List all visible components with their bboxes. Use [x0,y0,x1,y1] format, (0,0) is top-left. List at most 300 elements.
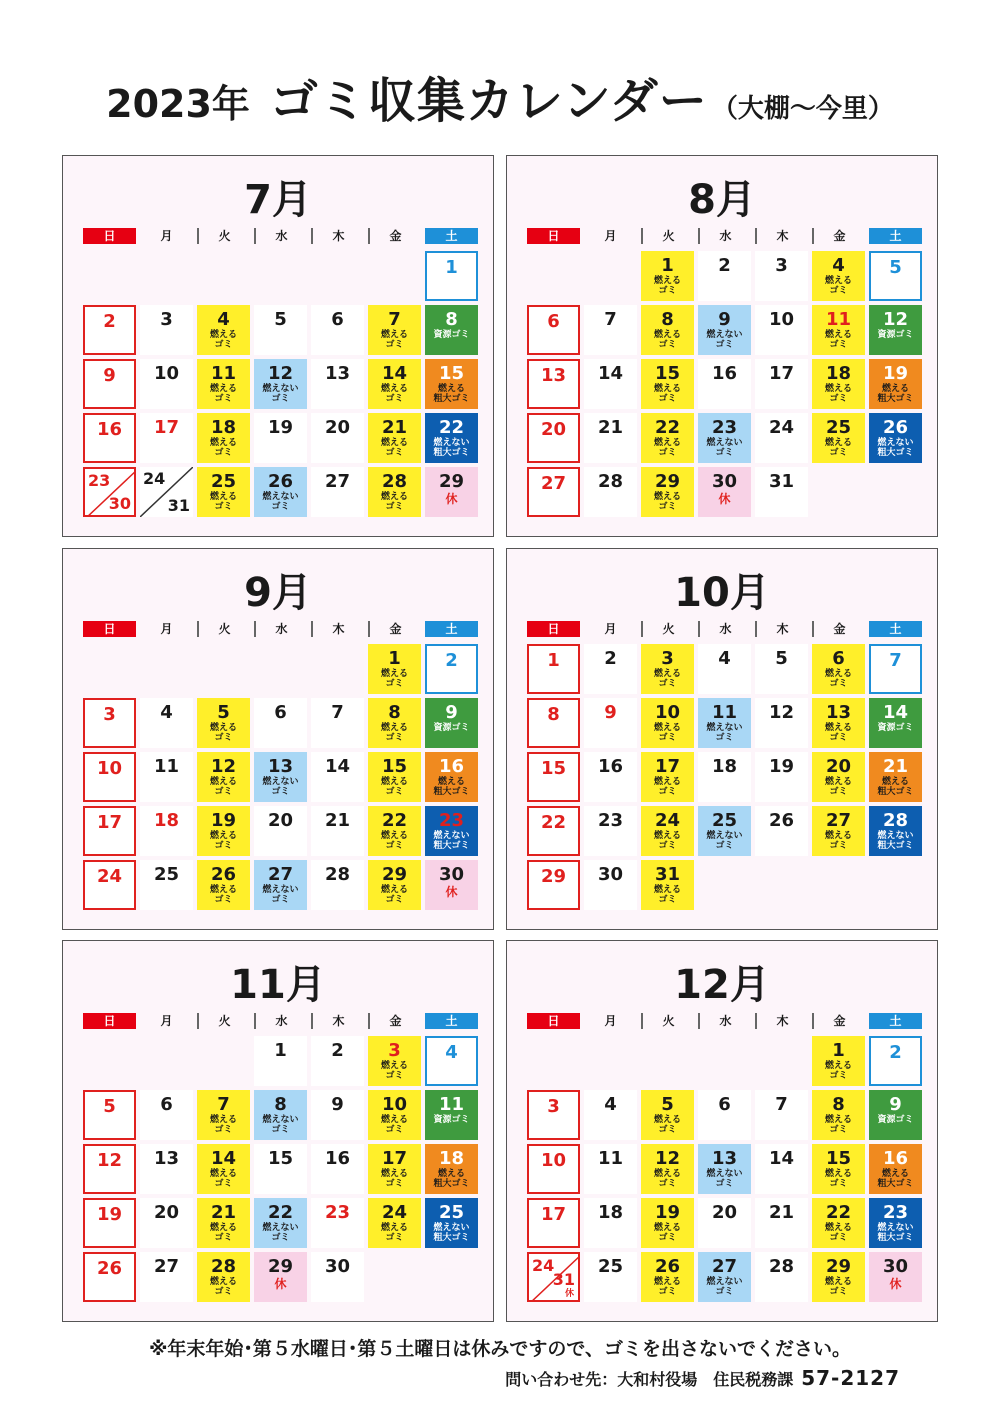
day-cell [698,251,751,301]
day-number: 7 [331,702,344,723]
day-number: 16 [711,363,738,384]
day-cell [140,698,193,748]
day-number: 29 [438,471,465,492]
day-number: 10 [768,309,795,330]
day-cell [641,305,694,355]
collection-type-label: 燃える [653,330,681,340]
day-cell [584,305,637,355]
collection-type-label: ゴミ [829,340,848,350]
day-number: 14 [768,1148,795,1169]
collection-type-label: ゴミ [385,787,404,797]
day-cell [254,413,307,463]
weekday-label: 金 [812,228,865,244]
day-number: 13 [324,363,351,384]
collection-type-label: ゴミ [214,394,233,404]
day-number: 5 [661,1094,674,1115]
day-cell [311,305,364,355]
day-number: 30 [882,1256,909,1277]
collection-type-label: 資源ゴミ [877,1115,914,1125]
day-number: 16 [438,756,465,777]
day-cell [812,251,865,301]
day-number: 29 [381,864,408,885]
collection-type-label: ゴミ [658,787,677,797]
collection-type-label: 粗大ゴミ [877,1233,914,1243]
day-cell [368,359,421,409]
day-cell [425,359,478,409]
collection-type-label: 燃える [653,885,681,895]
weekday-label: 日 [527,228,580,244]
collection-type-label: 燃えない [877,1223,914,1233]
collection-type-label: 燃える [209,330,237,340]
collection-type-label: 燃えない [706,1169,743,1179]
collection-type-label: ゴミ [385,733,404,743]
collection-type-label: 燃える [380,330,408,340]
collection-type-label: ゴミ [715,733,734,743]
day-number: 25 [210,471,237,492]
month-calendar [506,548,938,930]
day-number: 19 [654,1202,681,1223]
day-number: 27 [153,1256,180,1277]
day-number: 8 [274,1094,287,1115]
month-calendar [62,548,494,930]
day-cell [140,1198,193,1248]
collection-type-label: 燃えない [262,1115,299,1125]
day-number: 5 [889,257,902,278]
day-cell [197,1252,250,1302]
split-day-first: 24 [143,469,166,488]
collection-type-label: 粗大ゴミ [877,394,914,404]
day-number: 29 [540,866,567,887]
weekday-label: 月 [160,622,173,636]
weekday-label: 月 [160,1014,173,1028]
day-cell [254,467,307,517]
day-number: 6 [274,702,287,723]
collection-type-label: ゴミ [829,1071,848,1081]
weekday-header [83,228,475,244]
weekday-header [527,228,919,244]
day-cell [311,413,364,463]
day-cell [641,1144,694,1194]
day-number: 9 [445,702,458,723]
weekday-label: 土 [869,1013,922,1029]
day-cell [527,806,580,856]
day-number: 28 [768,1256,795,1277]
collection-type-label: 資源ゴミ [433,723,470,733]
day-cell [83,413,136,463]
weekday-label: 日 [83,621,136,637]
day-number: 26 [267,471,294,492]
weekday-label: 木 [311,1013,364,1029]
collection-type-label: 燃えない [706,723,743,733]
day-cell [698,698,751,748]
day-number: 3 [103,704,116,725]
split-day-first: 24 [532,1256,555,1275]
collection-type-label: 燃える [209,1223,237,1233]
day-cell [368,698,421,748]
day-number: 20 [711,1202,738,1223]
day-cell [641,752,694,802]
day-number: 28 [324,864,351,885]
day-number: 16 [597,756,624,777]
day-number: 19 [96,1204,123,1225]
day-cell [254,1036,307,1086]
day-cell [641,698,694,748]
collection-type-label: ゴミ [715,340,734,350]
day-number: 20 [324,417,351,438]
collection-type-label: ゴミ [658,340,677,350]
collection-type-label: 燃える [653,1223,681,1233]
weekday-header [83,621,475,637]
month-calendar [506,155,938,537]
day-number: 1 [445,257,458,278]
collection-type-label: ゴミ [829,841,848,851]
day-number: 24 [381,1202,408,1223]
day-cell [311,1144,364,1194]
day-cell [755,698,808,748]
day-cell [368,1036,421,1086]
day-cell [83,1144,136,1194]
day-number: 5 [274,309,287,330]
day-cell [584,806,637,856]
day-cell [641,1090,694,1140]
split-day-cell [140,467,193,517]
day-number: 5 [103,1096,116,1117]
day-number: 16 [882,1148,909,1169]
day-cell [527,359,580,409]
collection-type-label: 燃える [653,384,681,394]
collection-type-label: ゴミ [385,1179,404,1189]
day-cell [755,644,808,694]
weekday-label: 土 [425,228,478,244]
collection-type-label: 燃える [653,1115,681,1125]
split-day-second: 31 [552,1270,575,1289]
collection-type-label: 休 [445,492,458,506]
day-cell [425,752,478,802]
collection-type-label: 休 [718,492,731,506]
day-number: 4 [718,648,731,669]
day-number: 12 [882,309,909,330]
contact-info [0,1366,900,1390]
day-cell [197,467,250,517]
day-cell [584,467,637,517]
day-cell [425,806,478,856]
collection-type-label: 燃える [653,438,681,448]
day-number: 14 [597,363,624,384]
month-title: 7月 [244,177,312,223]
day-cell [698,467,751,517]
day-cell [140,1144,193,1194]
day-number: 30 [597,864,624,885]
day-cell [425,305,478,355]
collection-type-label: 燃えない [877,831,914,841]
collection-type-label: ゴミ [385,502,404,512]
day-number: 14 [210,1148,237,1169]
day-number: 16 [324,1148,351,1169]
collection-type-label: 燃えない [262,777,299,787]
collection-type-label: 燃えない [433,438,470,448]
title-area: （大棚～今里） [711,94,894,124]
day-cell [869,305,922,355]
day-number: 19 [210,810,237,831]
day-number: 15 [825,1148,852,1169]
weekday-label: 火 [641,621,694,637]
day-number: 1 [388,648,401,669]
day-cell [425,1036,478,1086]
collection-type-label: 燃える [209,492,237,502]
collection-type-label: 燃えない [433,1223,470,1233]
day-number: 31 [654,864,681,885]
day-number: 9 [103,365,116,386]
day-cell [83,860,136,910]
day-cell [527,305,580,355]
day-number: 8 [832,1094,845,1115]
weekday-label: 土 [869,228,922,244]
collection-type-label: 資源ゴミ [877,723,914,733]
weekday-label: 木 [755,228,808,244]
day-number: 4 [217,309,230,330]
day-cell [812,698,865,748]
day-cell [755,752,808,802]
collection-type-label: ゴミ [829,448,848,458]
day-number: 29 [825,1256,852,1277]
weekday-label: 火 [197,228,250,244]
day-cell [527,698,580,748]
day-number: 30 [711,471,738,492]
collection-type-label: 燃える [881,384,909,394]
split-day-cell [83,467,136,517]
day-number: 23 [711,417,738,438]
collection-type-label: 燃える [653,276,681,286]
collection-type-label: 資源ゴミ [877,330,914,340]
weekday-label: 月 [604,622,617,636]
collection-type-label: 燃える [380,1223,408,1233]
month-calendar [62,155,494,537]
day-number: 1 [661,255,674,276]
day-cell [869,806,922,856]
day-number: 7 [889,650,902,671]
day-number: 29 [267,1256,294,1277]
day-cell [311,359,364,409]
day-cell [698,359,751,409]
day-cell [755,359,808,409]
day-cell [197,1144,250,1194]
weekday-label: 火 [197,621,250,637]
day-cell [311,1198,364,1248]
day-cell [584,1198,637,1248]
day-cell [584,752,637,802]
month-title: 8月 [688,177,756,223]
day-cell [812,806,865,856]
collection-type-label: ゴミ [658,895,677,905]
day-number: 13 [153,1148,180,1169]
day-cell [641,251,694,301]
day-cell [254,359,307,409]
day-cell [584,860,637,910]
day-cell [425,1090,478,1140]
collection-type-label: 燃える [824,669,852,679]
day-number: 8 [445,309,458,330]
day-number: 24 [654,810,681,831]
day-number: 15 [540,758,567,779]
day-number: 26 [882,417,909,438]
collection-type-label: ゴミ [385,394,404,404]
collection-type-label: ゴミ [829,1125,848,1135]
collection-type-label: 燃えない [706,438,743,448]
day-number: 2 [445,650,458,671]
collection-type-label: 燃える [380,831,408,841]
day-number: 25 [153,864,180,885]
day-cell [641,467,694,517]
collection-type-label: 燃えない [706,831,743,841]
day-cell [812,752,865,802]
weekday-label: 月 [160,229,173,243]
collection-type-label: 燃えない [433,831,470,841]
day-cell [197,359,250,409]
weekday-label: 火 [641,1013,694,1029]
day-cell [311,860,364,910]
day-cell [869,644,922,694]
collection-type-label: ゴミ [214,787,233,797]
collection-type-label: 燃える [881,1169,909,1179]
day-cell [812,413,865,463]
day-number: 6 [160,1094,173,1115]
day-cell [311,1252,364,1302]
collection-type-label: ゴミ [385,1071,404,1081]
day-number: 22 [381,810,408,831]
day-number: 1 [832,1040,845,1061]
day-cell [869,1198,922,1248]
weekday-label: 金 [812,1013,865,1029]
day-number: 11 [438,1094,465,1115]
day-number: 6 [718,1094,731,1115]
day-number: 4 [604,1094,617,1115]
day-cell [254,1090,307,1140]
weekday-label: 木 [311,621,364,637]
day-cell [869,251,922,301]
day-number: 3 [388,1040,401,1061]
weekday-label: 水 [698,621,751,637]
day-cell [755,1144,808,1194]
day-cell [755,305,808,355]
contact-label: 問い合わせ先：大和村役場 住民税務課 [505,1370,794,1389]
collection-type-label: 燃える [653,777,681,787]
day-number: 2 [103,311,116,332]
day-number: 11 [711,702,738,723]
collection-type-label: ゴミ [829,679,848,689]
collection-type-label: 燃える [824,777,852,787]
day-number: 15 [438,363,465,384]
day-number: 28 [882,810,909,831]
split-day-second: 31 [167,496,190,515]
day-cell [755,1090,808,1140]
day-cell [368,413,421,463]
weekday-header [83,1013,475,1029]
day-number: 25 [597,1256,624,1277]
day-cell [869,1036,922,1086]
holiday-notice: ※年末年始･第５水曜日･第５土曜日は休みですので、ゴミを出さないでください。 [148,1338,852,1360]
collection-type-label: 燃える [824,723,852,733]
day-number: 18 [711,756,738,777]
day-cell [869,1252,922,1302]
day-cell [197,1198,250,1248]
day-number: 14 [882,702,909,723]
collection-type-label: 燃える [380,669,408,679]
collection-type-label: ゴミ [658,502,677,512]
day-cell [83,1252,136,1302]
day-cell [425,644,478,694]
title-year: 2023年 [106,82,250,126]
collection-type-label: 粗大ゴミ [877,787,914,797]
day-number: 13 [825,702,852,723]
day-number: 7 [775,1094,788,1115]
day-number: 7 [388,309,401,330]
day-number: 2 [889,1042,902,1063]
collection-type-label: 燃える [380,885,408,895]
day-number: 17 [96,812,123,833]
day-number: 25 [438,1202,465,1223]
day-number: 24 [96,866,123,887]
collection-type-label: ゴミ [658,1287,677,1297]
day-cell [368,806,421,856]
day-number: 28 [210,1256,237,1277]
day-number: 10 [540,1150,567,1171]
day-cell [755,806,808,856]
day-cell [869,413,922,463]
collection-type-label: 燃える [209,831,237,841]
day-number: 24 [768,417,795,438]
split-day-second: 30 [108,494,131,513]
month-title: 9月 [244,570,312,616]
day-number: 22 [654,417,681,438]
day-number: 1 [547,650,560,671]
day-cell [254,1198,307,1248]
collection-type-label: 粗大ゴミ [433,448,470,458]
weekday-label: 水 [698,228,751,244]
weekday-label: 月 [604,1014,617,1028]
weekday-label: 月 [604,229,617,243]
day-cell [698,1144,751,1194]
day-cell [254,305,307,355]
day-number: 10 [96,758,123,779]
day-cell [83,698,136,748]
day-cell [311,467,364,517]
day-cell [869,1144,922,1194]
day-cell [698,305,751,355]
day-number: 17 [540,1204,567,1225]
day-cell [425,1198,478,1248]
collection-type-label: ゴミ [385,1233,404,1243]
collection-type-label: 燃える [824,831,852,841]
day-number: 4 [832,255,845,276]
collection-type-label: 資源ゴミ [433,1115,470,1125]
weekday-label: 水 [254,621,307,637]
collection-type-label: 燃える [209,1277,237,1287]
collection-type-label: ゴミ [214,1287,233,1297]
day-cell [368,1144,421,1194]
day-cell [641,860,694,910]
day-number: 12 [267,363,294,384]
collection-type-label: 燃える [380,384,408,394]
day-number: 22 [540,812,567,833]
collection-type-label: ゴミ [658,394,677,404]
collection-type-label: 燃える [209,1169,237,1179]
weekday-label: 土 [869,621,922,637]
day-number: 3 [160,309,173,330]
weekday-label: 火 [197,1013,250,1029]
collection-type-label: ゴミ [658,1125,677,1135]
weekday-label: 日 [527,1013,580,1029]
weekday-label: 金 [812,621,865,637]
